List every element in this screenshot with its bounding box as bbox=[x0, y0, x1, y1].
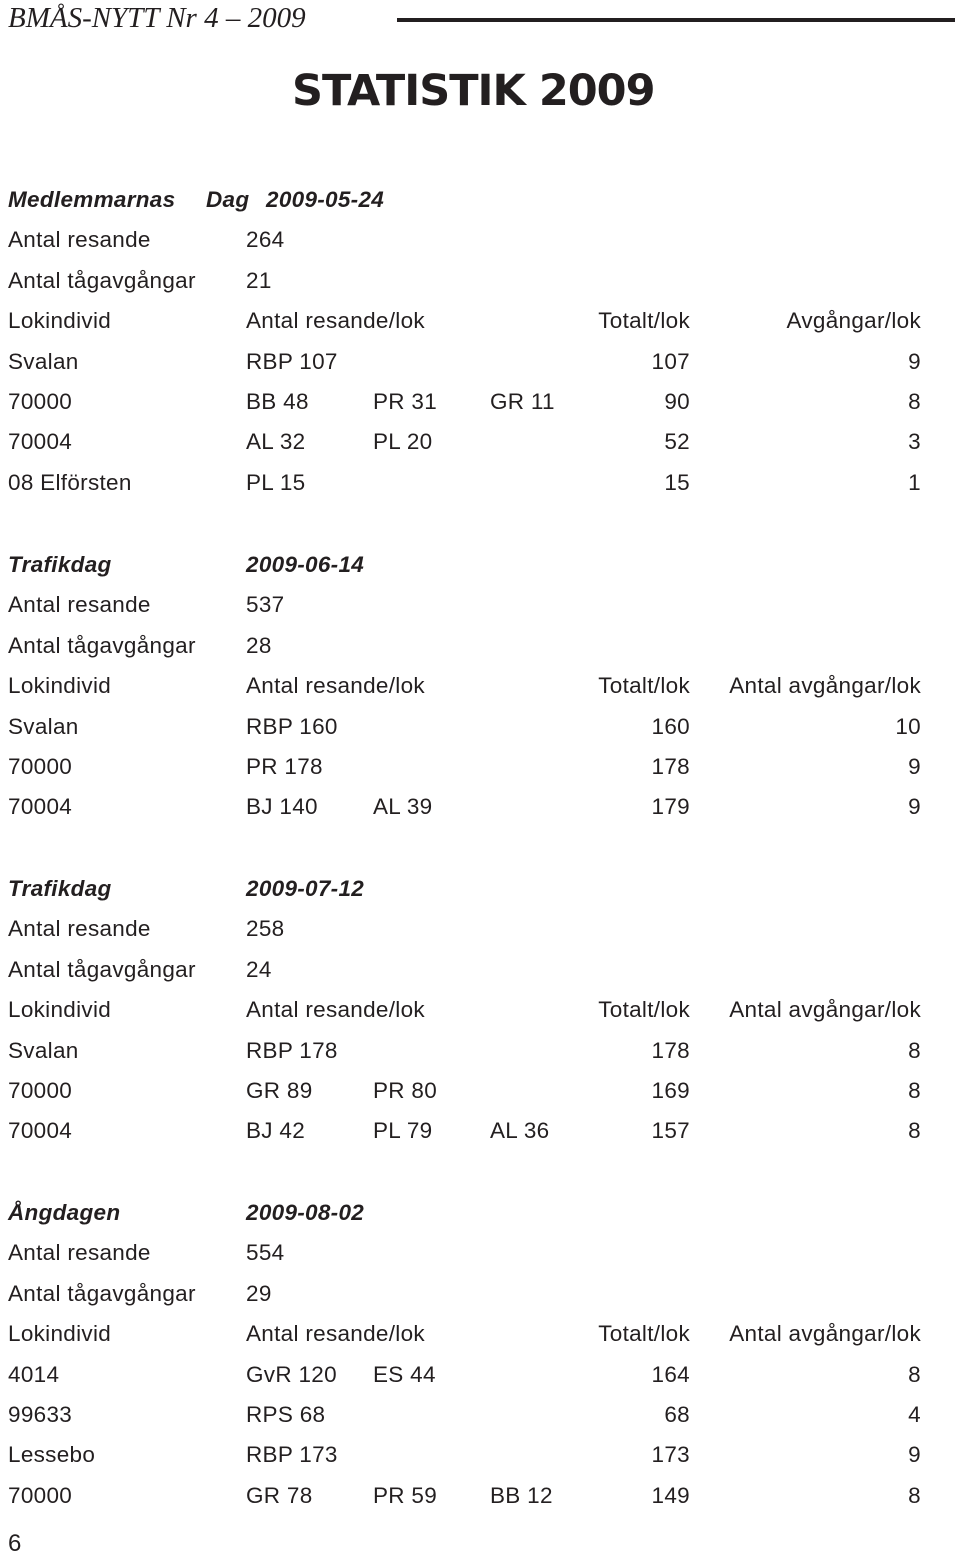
departures-value: 29 bbox=[246, 1280, 272, 1306]
passengers-label: Antal resande bbox=[8, 227, 151, 253]
table-row bbox=[0, 1109, 960, 1149]
loco-name: 70000 bbox=[8, 1078, 73, 1103]
total-per-loco: 178 bbox=[651, 754, 690, 779]
passengers-car-2: PR 80 bbox=[373, 1078, 438, 1103]
passengers-car-1: RBP 107 bbox=[246, 348, 338, 374]
passengers-car-3: BB 12 bbox=[490, 1482, 553, 1508]
column-header-loco: Lokindivid bbox=[8, 308, 112, 334]
section-heading bbox=[0, 178, 960, 218]
passengers-car-1: RPS 68 bbox=[246, 1402, 326, 1427]
running-header: BMÅS-NYTT Nr 4 – 2009 bbox=[8, 2, 306, 34]
total-per-loco: 68 bbox=[664, 1402, 690, 1427]
total-per-loco: 178 bbox=[651, 1037, 690, 1063]
passengers-car-2: PL 20 bbox=[373, 429, 433, 455]
passengers-car-1: BJ 42 bbox=[246, 1118, 306, 1144]
loco-name: 70000 bbox=[8, 389, 73, 414]
column-header-departures: Avgångar/lok bbox=[786, 308, 921, 334]
column-header-passengers-per-loco: Antal resande/lok bbox=[246, 997, 425, 1023]
table-row bbox=[0, 1433, 960, 1473]
departures-per-loco: 10 bbox=[895, 713, 921, 739]
passengers-row bbox=[0, 218, 960, 258]
total-per-loco: 169 bbox=[651, 1078, 690, 1103]
column-header-loco: Lokindivid bbox=[8, 1321, 112, 1347]
total-per-loco: 164 bbox=[651, 1361, 690, 1387]
departures-per-loco: 8 bbox=[908, 1482, 921, 1508]
departures-label: Antal tågavgångar bbox=[8, 956, 196, 982]
loco-name: 70004 bbox=[8, 794, 73, 820]
passengers-car-3: GR 11 bbox=[490, 389, 555, 414]
departures-per-loco: 8 bbox=[908, 1361, 921, 1387]
passengers-car-2: PL 79 bbox=[373, 1118, 433, 1144]
table-row bbox=[0, 380, 960, 420]
loco-name: 70000 bbox=[8, 754, 73, 779]
departures-row bbox=[0, 948, 960, 988]
section-heading-date: 2009-07-12 bbox=[246, 876, 365, 901]
column-header-departures: Antal avgångar/lok bbox=[729, 997, 921, 1023]
passengers-car-2: PR 59 bbox=[373, 1482, 438, 1508]
passengers-car-1: BB 48 bbox=[246, 389, 309, 414]
column-header-departures: Antal avgångar/lok bbox=[729, 673, 921, 699]
table-row bbox=[0, 340, 960, 380]
departures-per-loco: 8 bbox=[908, 1118, 921, 1144]
loco-name: Lessebo bbox=[8, 1442, 96, 1468]
total-per-loco: 173 bbox=[651, 1442, 690, 1468]
loco-name: Svalan bbox=[8, 348, 79, 374]
column-header-loco: Lokindivid bbox=[8, 673, 112, 699]
loco-name: Svalan bbox=[8, 1037, 79, 1063]
total-per-loco: 179 bbox=[651, 794, 690, 820]
section-heading-title: Ångdagen bbox=[8, 1200, 121, 1225]
passengers-car-1: GvR 120 bbox=[246, 1361, 337, 1387]
passengers-row bbox=[0, 583, 960, 623]
table-header-row bbox=[0, 664, 960, 704]
total-per-loco: 160 bbox=[651, 713, 690, 739]
loco-name: 99633 bbox=[8, 1402, 73, 1427]
table-row bbox=[0, 1393, 960, 1433]
section-heading-date: 2009-05-24 bbox=[266, 187, 385, 212]
departures-per-loco: 8 bbox=[908, 1037, 921, 1063]
section-heading-title: Medlemmarnas bbox=[8, 187, 176, 212]
passengers-car-2: AL 39 bbox=[373, 794, 433, 820]
departures-row bbox=[0, 259, 960, 299]
loco-name: 4014 bbox=[8, 1361, 60, 1387]
column-header-departures: Antal avgångar/lok bbox=[729, 1321, 921, 1347]
column-header-total: Totalt/lok bbox=[598, 1321, 690, 1347]
departures-label: Antal tågavgångar bbox=[8, 267, 196, 293]
departures-value: 24 bbox=[246, 956, 272, 982]
departures-label: Antal tågavgångar bbox=[8, 632, 196, 658]
column-header-total: Totalt/lok bbox=[598, 997, 690, 1023]
loco-name: 70004 bbox=[8, 1118, 73, 1144]
table-header-row bbox=[0, 988, 960, 1028]
section-heading-title-part2: Dag bbox=[206, 187, 250, 212]
passengers-car-1: RBP 160 bbox=[246, 713, 338, 739]
departures-row bbox=[0, 1272, 960, 1312]
column-header-passengers-per-loco: Antal resande/lok bbox=[246, 1321, 425, 1347]
passengers-car-1: RBP 173 bbox=[246, 1442, 338, 1468]
section-heading-title: Trafikdag bbox=[8, 552, 112, 577]
departures-per-loco: 9 bbox=[908, 794, 921, 820]
departures-per-loco: 8 bbox=[908, 389, 921, 414]
total-per-loco: 107 bbox=[651, 348, 690, 374]
section-heading-date: 2009-06-14 bbox=[246, 552, 365, 577]
departures-per-loco: 9 bbox=[908, 754, 921, 779]
passengers-value: 258 bbox=[246, 916, 285, 942]
table-header-row bbox=[0, 1312, 960, 1352]
departures-value: 28 bbox=[246, 632, 272, 658]
loco-name: 70004 bbox=[8, 429, 73, 455]
departures-per-loco: 3 bbox=[908, 429, 921, 455]
table-header-row bbox=[0, 299, 960, 339]
passengers-car-1: AL 32 bbox=[246, 429, 306, 455]
section-heading-date: 2009-08-02 bbox=[246, 1200, 365, 1225]
departures-label: Antal tågavgångar bbox=[8, 1280, 196, 1306]
passengers-value: 264 bbox=[246, 227, 285, 253]
section-heading bbox=[0, 543, 960, 583]
table-row bbox=[0, 705, 960, 745]
passengers-row bbox=[0, 907, 960, 947]
total-per-loco: 52 bbox=[664, 429, 690, 455]
table-row bbox=[0, 745, 960, 785]
passengers-row bbox=[0, 1231, 960, 1271]
departures-per-loco: 4 bbox=[908, 1402, 921, 1427]
loco-name: Svalan bbox=[8, 713, 79, 739]
table-row bbox=[0, 1474, 960, 1514]
table-row bbox=[0, 1353, 960, 1393]
column-header-passengers-per-loco: Antal resande/lok bbox=[246, 308, 425, 334]
page-title: STATISTIK 2009 bbox=[292, 66, 655, 116]
column-header-loco: Lokindivid bbox=[8, 997, 112, 1023]
passengers-car-2: PR 31 bbox=[373, 389, 438, 414]
table-row bbox=[0, 420, 960, 460]
column-header-total: Totalt/lok bbox=[598, 308, 690, 334]
loco-name: 08 Elförsten bbox=[8, 469, 132, 495]
passengers-car-1: GR 78 bbox=[246, 1482, 313, 1508]
passengers-label: Antal resande bbox=[8, 1240, 151, 1266]
loco-name: 70000 bbox=[8, 1482, 73, 1508]
table-row bbox=[0, 1069, 960, 1109]
table-row bbox=[0, 1029, 960, 1069]
section-heading bbox=[0, 867, 960, 907]
total-per-loco: 157 bbox=[651, 1118, 690, 1144]
passengers-car-1: GR 89 bbox=[246, 1078, 313, 1103]
section-heading-title: Trafikdag bbox=[8, 876, 112, 901]
total-per-loco: 149 bbox=[651, 1482, 690, 1508]
departures-value: 21 bbox=[246, 267, 272, 293]
section-heading bbox=[0, 1191, 960, 1231]
passengers-car-1: PR 178 bbox=[246, 754, 323, 779]
departures-per-loco: 1 bbox=[908, 469, 921, 495]
table-row bbox=[0, 785, 960, 825]
departures-per-loco: 8 bbox=[908, 1078, 921, 1103]
header-rule bbox=[397, 18, 955, 22]
passengers-value: 537 bbox=[246, 592, 285, 618]
departures-row bbox=[0, 624, 960, 664]
column-header-passengers-per-loco: Antal resande/lok bbox=[246, 673, 425, 699]
table-row bbox=[0, 461, 960, 501]
page-number: 6 bbox=[8, 1530, 22, 1557]
departures-per-loco: 9 bbox=[908, 1442, 921, 1468]
total-per-loco: 90 bbox=[664, 389, 690, 414]
passengers-car-2: ES 44 bbox=[373, 1361, 436, 1387]
departures-per-loco: 9 bbox=[908, 348, 921, 374]
column-header-total: Totalt/lok bbox=[598, 673, 690, 699]
passengers-car-1: RBP 178 bbox=[246, 1037, 338, 1063]
passengers-car-3: AL 36 bbox=[490, 1118, 550, 1144]
passengers-label: Antal resande bbox=[8, 592, 151, 618]
passengers-car-1: BJ 140 bbox=[246, 794, 318, 820]
passengers-value: 554 bbox=[246, 1240, 285, 1266]
passengers-label: Antal resande bbox=[8, 916, 151, 942]
total-per-loco: 15 bbox=[664, 469, 690, 495]
passengers-car-1: PL 15 bbox=[246, 469, 306, 495]
